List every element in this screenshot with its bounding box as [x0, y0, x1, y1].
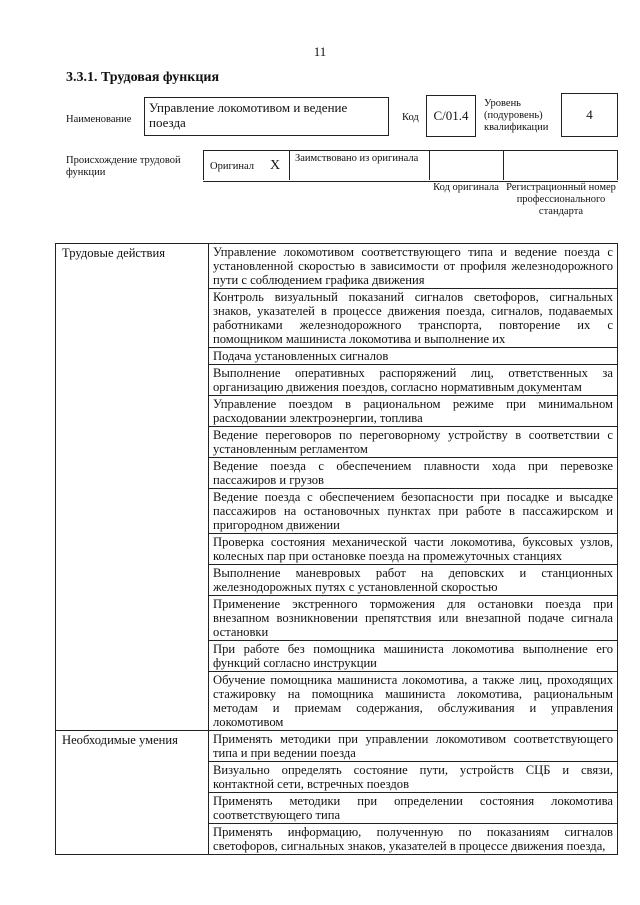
section-item: Применение экстренного торможения для остановки поезда при внезапном возникновении препятствия или внезапной подаче сигнала остановки: [209, 596, 618, 641]
section-item: Визуально определять состояние пути, устройств СЦБ и связи, контактной сети, встречных поездов: [209, 762, 618, 793]
section-item: Управление локомотивом соответствующего типа и ведение поезда с установленной скоростью в зависимости от профиля железнодорожного пути с соблюдением графика движения: [209, 244, 618, 289]
section-item: Управление поездом в рациональном режиме при минимальном расходовании электроэнергии, топлива: [209, 396, 618, 427]
page-number: 11: [313, 44, 327, 59]
function-table: [55, 243, 618, 855]
table-row: [56, 244, 618, 289]
section-item: Применять информацию, полученную по показаниям сигналов светофоров, сигнальных знаков, указателей в процессе движения поезда,: [209, 824, 618, 855]
section-item: Проверка состояния механической части локомотива, буксовых узлов, колесных пар при остановке поезда на промежуточных станциях: [209, 534, 618, 565]
section-heading: 3.3.1. Трудовая функция: [66, 70, 220, 85]
origin-divider: [617, 150, 618, 180]
table-row: [56, 731, 618, 762]
origin-divider: [503, 150, 504, 180]
level-value: 4: [586, 107, 593, 122]
section-item: Ведение поезда с обеспечением плавности хода при перевозке пассажиров и грузов: [209, 458, 618, 489]
level-value-box: [561, 93, 618, 137]
borrowed-label: Заимствовано из оригинала: [295, 153, 419, 164]
section-item: Обучение помощника машиниста локомотива, а также лиц, проходящих стажировку на помощника машиниста локомотива, рациональным методам и приемам содержания, обслуживания и управления локомотивом: [209, 672, 618, 731]
section-item: Выполнение оперативных распоряжений лиц, ответственных за организацию движения поездов, согласно нормативным документам: [209, 365, 618, 396]
original-label: Оригинал: [210, 161, 254, 172]
section-item: Ведение переговоров по переговорному устройству в соответствии с установленным регламентом: [209, 427, 618, 458]
origin-divider: [429, 150, 430, 180]
section-item: Применять методики при определении состояния локомотива соответствующего типа: [209, 793, 618, 824]
section-item: При работе без помощника машиниста локомотива выполнение его функций согласно инструкции: [209, 641, 618, 672]
code-label: Код: [402, 112, 419, 123]
section-item: Контроль визуальный показаний сигналов светофоров, сигнальных знаков, указателей в процессе движения поезда, сигналов, подаваемых работниками железнодорожного транспорта, повторение их с помощником машиниста локомотива и выполнение их: [209, 289, 618, 348]
section-label: Необходимые умения: [56, 731, 209, 855]
code-original-caption: Код оригинала: [433, 182, 499, 193]
origin-divider: [289, 150, 290, 180]
code-value-box: [426, 95, 476, 137]
naming-value: Управление локомотивом и ведение поезда: [149, 100, 348, 130]
origin-divider: [203, 150, 204, 180]
code-value: C/01.4: [433, 108, 469, 123]
section-item: Подача установленных сигналов: [209, 348, 618, 365]
section-item: Применять методики при управлении локомотивом соответствующего типа и при ведении поезда: [209, 731, 618, 762]
level-label: Уровень (подуровень) квалификации: [484, 98, 549, 133]
naming-label: Наименование: [66, 114, 132, 125]
section-item: Ведение поезда с обеспечением безопасности при посадке и высадке пассажиров на остановочных пунктах при работе в пассажирском и пригородном движении: [209, 489, 618, 534]
section-label: Трудовые действия: [56, 244, 209, 731]
original-mark: X: [270, 158, 281, 173]
section-item: Выполнение маневровых работ на деповских и станционных железнодорожных путях с установленной скоростью: [209, 565, 618, 596]
origin-label: Происхождение трудовой функции: [66, 155, 181, 178]
naming-value-box: [144, 97, 389, 136]
reg-number-caption: Регистрационный номер профессионального стандарта: [506, 182, 616, 217]
